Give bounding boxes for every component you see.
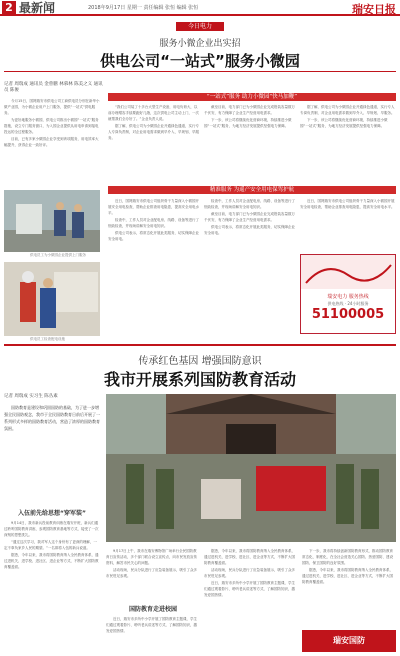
- story2-byline: 记者 周瑞成 实习生 陈丛素: [4, 394, 58, 399]
- ad-line: 供电热线 · 24小时服务: [327, 301, 369, 306]
- story2-col3: [204, 548, 298, 654]
- paragraph: 为更好地服务小微园，供电公司推出小微园“一站式”服务措施，设立专门服务窗口，为入园企业提供从用电申请到接电投运的全过程服务。: [4, 118, 99, 134]
- paragraph: “我们公司装了十多台大型生产设备，用电负荷大，以前办理增容手续要跑好几趟，这次供电公司主动上门，一次就帮我们全办好了。”企业负责人说。: [108, 105, 199, 121]
- story1-col5: [108, 198, 200, 338]
- paragraph: 目前，已有多家小微园企业享受到该项服务，用电效率大幅提升，获得企业一致好评。: [4, 137, 99, 147]
- ad-graphic: [301, 255, 395, 289]
- subhead-band: 精准服务 为遥产安全用电保驾护航: [108, 186, 396, 194]
- paragraph: 截至目前，电力部门已为小微园企业完成报装容量数万千伏安，有力保障了企业生产经营用电需求。: [204, 105, 295, 115]
- paragraph: 截至目前，电力部门已为小微园企业完成报装容量数万千伏安，有力保障了企业生产经营用电需求。: [204, 212, 295, 222]
- paragraph: 下一步，该公司将继续优化营商环境，持续推进小微园“一站式”服务，为地方经济发展提供坚强电力保障。: [300, 118, 388, 128]
- page-header: [0, 0, 400, 16]
- paragraph: 下一步，我市将持续创新国防教育形式，推动国防教育常态化、制度化，在全社会营造关心国防、热爱国防、建设国防、保卫国防的良好氛围。: [302, 549, 393, 565]
- photo-power-workers: [4, 190, 100, 252]
- story1-col3: [204, 104, 296, 182]
- subhead-band: “一站式”服务 助力小微园“快马加鞭”: [108, 93, 396, 101]
- story2-col1: [4, 520, 100, 652]
- paragraph: 检查中，工作人员对企业配电房、线路、设备等进行了细致检查，并现场讲解安全用电知识。: [204, 199, 295, 209]
- story1-col6: [204, 198, 296, 338]
- story1-col7: [300, 198, 396, 250]
- story2-col2b: [106, 616, 200, 654]
- divider: [4, 71, 396, 72]
- hotline-number: 51100005: [311, 307, 385, 322]
- photo-workers-inspection: [4, 262, 100, 336]
- paragraph: 9月17日上午，我市在瑞安博物馆广场举行全民国防教育日宣传活动，多个部门联合设立宣传点，向市民发放宣传资料，解答市民关心的问题。: [106, 549, 197, 565]
- photo2-caption: 供电员工检查配电设施: [30, 337, 65, 341]
- paragraph: 9月14日，我市新兵役前教育训练在瑞安开班，新兵们通过聆听国防教育讲座、参观国防教育基地等方式，接受了一次深刻的思想洗礼。: [4, 521, 99, 537]
- story-divider: [4, 344, 396, 346]
- story1-col2: [108, 104, 200, 182]
- paragraph: 检查中，工作人员对企业配电房、线路、设备等进行了细致检查，并现场讲解安全用电知识。: [108, 218, 199, 228]
- issue-meta: 2018年9月17日 星期一 责任编辑 张恒 编辑 张恒: [88, 5, 199, 11]
- paragraph: 国防教育是建设和巩固国防的基础，为了进一步增强全民国防观念，我市于全民国防教育日前后开展了一系列形式多样的国防教育活动，营造了浓厚的国防教育氛围。: [4, 405, 100, 431]
- paragraph: 据了解，供电公司为小微园企业开通绿色通道，实行专人专岗负责制，对企业用电需求做到早介入、早规划、早服务。: [108, 124, 199, 140]
- story1-headline: 供电公司“一站式”服务小微园: [100, 52, 300, 70]
- paragraph: 近日，瑞安市多所中小学开展了国防教育主题课，学生们通过观看影片、聆听老兵讲述等方式，了解国防知识，激发爱国热情。: [204, 581, 295, 597]
- page-number: 2: [2, 1, 16, 15]
- paragraph: 据悉，今年以来，我市将国防教育纳入全民教育体系，通过进机关、进学校、进社区、进企业等方式，不断扩大国防教育覆盖面。: [4, 553, 99, 569]
- section-title: 最新闻: [19, 1, 56, 15]
- story2-lead: [4, 404, 100, 494]
- photo-illustration: [4, 190, 100, 252]
- story2-headline: 我市开展系列国防教育活动: [103, 370, 296, 389]
- story1-kicker: 服务小微企业出实招: [159, 39, 241, 49]
- paragraph: 近日，瑞安市多所中小学开展了国防教育主题课，学生们通过观看影片、聆听老兵讲述等方式，了解国防知识，激发爱国热情。: [106, 617, 197, 633]
- paragraph: 下一步，该公司将继续优化营商环境，持续推进小微园“一站式”服务，为地方经济发展提供坚强电力保障。: [204, 118, 292, 128]
- photo-national-defense-event: [106, 394, 396, 542]
- newspaper-logo: 瑞安日报: [352, 3, 396, 16]
- photo-illustration: [106, 394, 396, 542]
- paragraph: 供电公司表示，将常态化开展此类服务，切实保障企业安全用电。: [108, 231, 199, 241]
- paragraph: 活动现场，民兵分队进行了应急装备展示，吸引了众多市民驻足参观。: [106, 568, 197, 578]
- paragraph: 据了解，供电公司为小微园企业开通绿色通道，实行专人专岗负责制，对企业用电需求做到早介入、早规划、早服务。: [300, 105, 395, 115]
- paragraph: 活动现场，民兵分队进行了应急装备展示，吸引了众多市民驻足参观。: [204, 568, 295, 578]
- hotline-ad: [300, 254, 396, 334]
- paragraph: 据悉，今年以来，我市将国防教育纳入全民教育体系，通过进机关、进学校、进社区、进企业等方式，不断扩大国防教育覆盖面。: [302, 568, 393, 584]
- paragraph: 供电公司表示，将常态化开展此类服务，切实保障企业安全用电。: [204, 225, 295, 235]
- paragraph: 据悉，今年以来，我市将国防教育纳入全民教育体系，通过进机关、进学校、进社区、进企业等方式，不断扩大国防教育覆盖面。: [204, 549, 295, 565]
- paragraph: 近日，国网瑞安市供电公司组织骨干力量深入小微园开展安全用电检查，帮助企业排查用电隐患，提高安全用电水平。: [300, 199, 395, 209]
- story2-kicker: 传承红色基因 增强国防意识: [138, 356, 262, 367]
- paragraph: “通过这次学习，我对军人这个身份有了更深的理解，一定不辜负家乡人民的期望。”一名即将入伍的新兵说道。: [4, 540, 97, 550]
- story1-lead: [4, 98, 100, 168]
- story2-subhead: 国防教育走进校园: [128, 606, 177, 613]
- column-tag: 今日电力: [176, 22, 224, 31]
- photo-illustration: [4, 262, 100, 336]
- story2-subhead: 入伍前先给思想“穿军装”: [18, 510, 86, 517]
- ad-title: 瑞安电力 服务热线: [327, 294, 369, 300]
- story2-col2: [106, 548, 200, 604]
- paragraph: 近日，国网瑞安市供电公司组织骨干力量深入小微园开展安全用电检查，帮助企业排查用电隐患，提高安全用电水平。: [108, 199, 199, 215]
- paragraph: 今月15日，国网瑞安市供电公司工商供电员分别在新华小微产业园，为小微企业用户上门服务，提供“一站式”供电服务。: [4, 99, 100, 115]
- defense-banner: 瑞安国防: [302, 630, 396, 652]
- photo1-caption: 供电员工为小微园企业提供上门服务: [30, 253, 86, 257]
- story1-byline: 记者 周瑞成 通讯员 金曾鹏 林慕林 陈美之义 通讯员 陈俊: [4, 82, 103, 93]
- story2-col4: [302, 548, 396, 628]
- story1-col4: [300, 104, 396, 182]
